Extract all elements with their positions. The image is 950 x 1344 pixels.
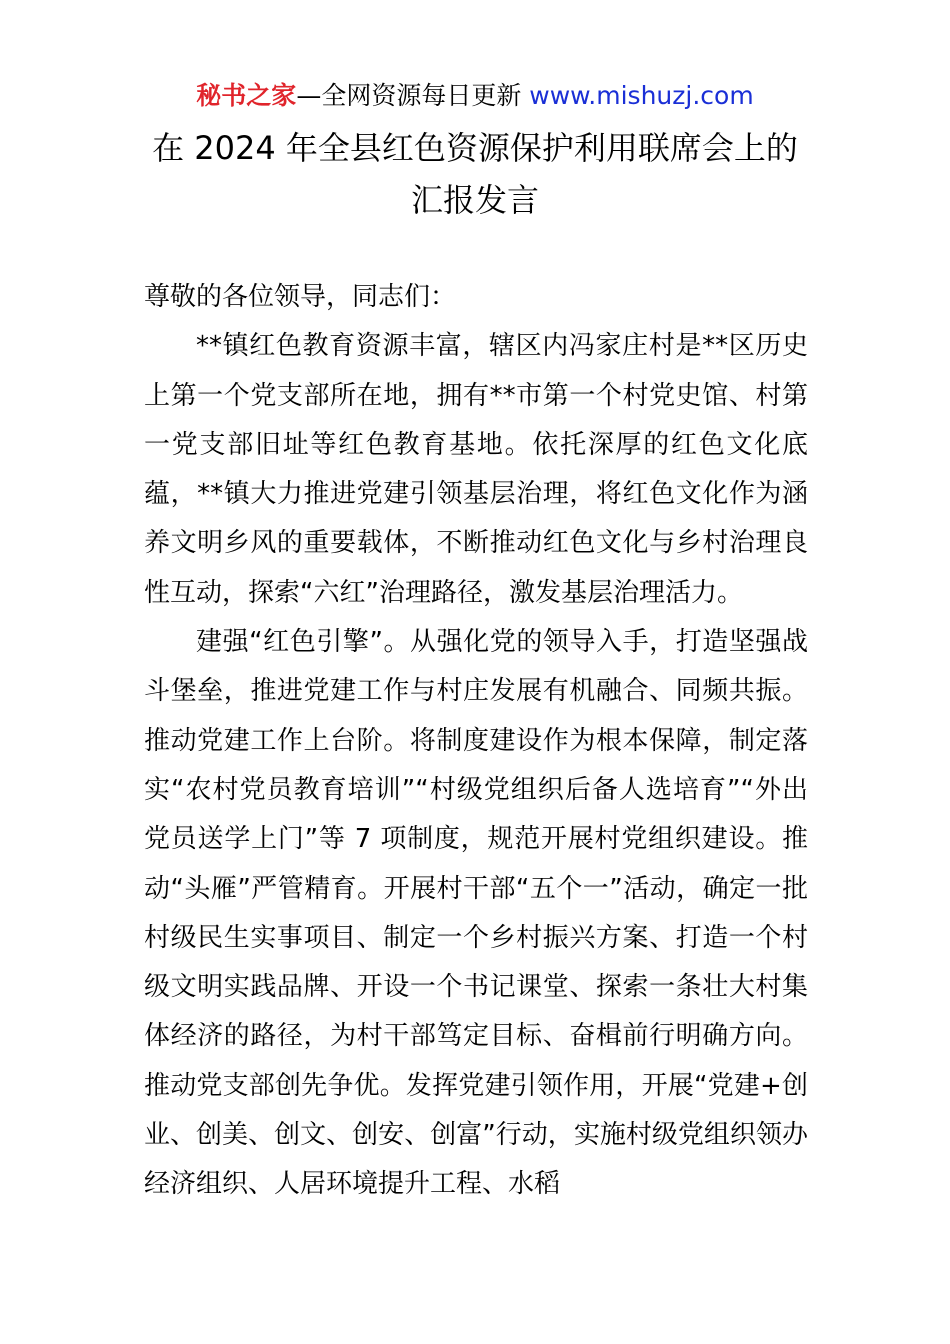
site-name: 秘书之家 — [196, 81, 297, 110]
title-line-1: 在 2024 年全县红色资源保护利用联席会上的 — [152, 129, 798, 167]
site-tagline: —全网资源每日更新 — [296, 81, 530, 110]
salutation: 尊敬的各位领导，同志们： — [144, 282, 457, 312]
document-body — [144, 273, 808, 1210]
title-line-2: 汇报发言 — [410, 181, 539, 219]
paragraph-intro: **镇红色教育资源丰富，辖区内冯家庄村是**区历史上第一个党支部所在地，拥有**市第一个村党史馆、村第一党支部旧址等红色教育基地。依托深厚的红色文化底蕴，**镇大力推进党建引领基层治理，将红色文化作为涵养文明乡风的重要载体，不断推动红色文化与乡村治理良性互动，探索“六红”治理路径，激发基层治理活力。 — [144, 331, 808, 608]
document-title — [0, 122, 950, 226]
site-header — [0, 80, 950, 112]
paragraph-red-engine: 建强“红色引擎”。从强化党的领导入手，打造坚强战斗堡垒，推进党建工作与村庄发展有机融合、同频共振。推动党建工作上台阶。将制度建设作为根本保障，制定落实“农村党员教育培训”“村级党组织后备人选培育”“外出党员送学上门”等 7 项制度，规范开展村党组织建设。推动“头雁”严管精育。开展村干部“五个一”活动，确定一批村级民生实事项目、制定一个乡村振兴方案、打造一个村级文明实践品牌、开设一个书记课堂、探索一条壮大村集体经济的路径，为村干部笃定目标、奋楫前行明确方向。推动党支部创先争优。发挥党建引领作用，开展“党建+创业、创美、创文、创安、创富”行动，实施村级党组织领办经济组织、人居环境提升工程、水稻 — [144, 627, 808, 1200]
site-url-link[interactable]: www.mishuzj.com — [529, 81, 754, 110]
